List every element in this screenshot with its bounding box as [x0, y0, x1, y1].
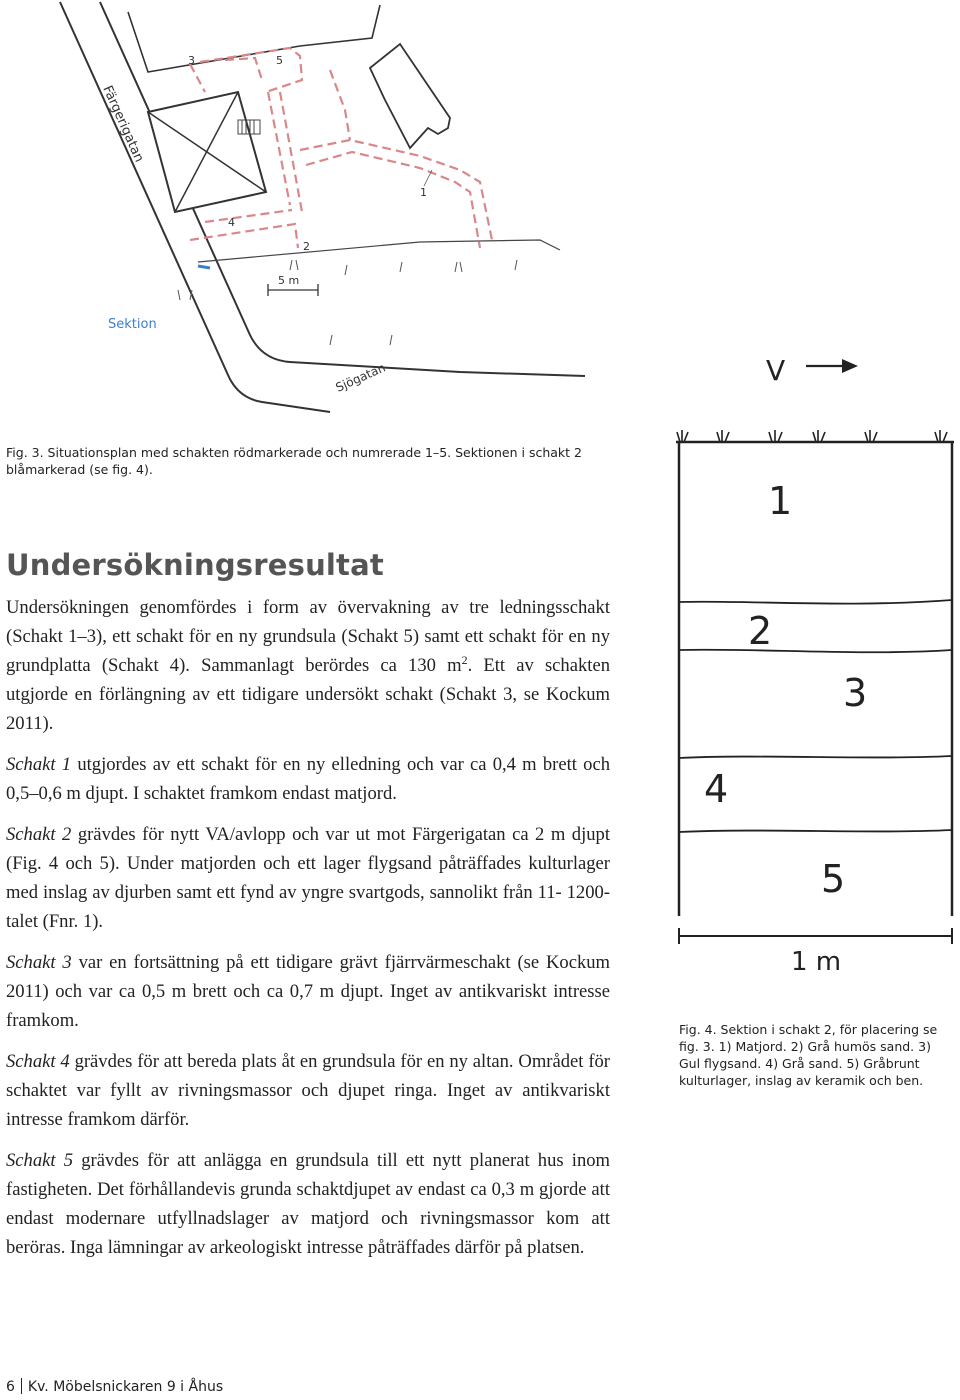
- paragraph-schakt-1: [6, 750, 610, 808]
- schakt-4-text: grävdes för att bereda plats åt en grundsula för en ny altan. Området för schaktet var fyllt av rivningsmassor och djupet ringa. Inget av antikvariskt intresse framkom därför.: [6, 1051, 610, 1130]
- layer-number-5: 5: [821, 857, 846, 901]
- body-text: [6, 593, 610, 1274]
- schakt-1-text: utgjordes av ett schakt för en ny elledning och var ca 0,4 m brett och 0,5–0,6 m djupt. I schaktet framkom endast matjord.: [6, 754, 611, 804]
- fig3-caption: Fig. 3. Situationsplan med schakten rödmarkerade och numrerade 1–5. Sektionen i schakt 2 blåmarkerad (se fig. 4).: [6, 445, 582, 477]
- page-number: 6: [6, 1379, 15, 1395]
- paragraph-schakt-3: [6, 948, 610, 1035]
- paragraph-intro-text: Undersökningen genomfördes i form av övervakning av tre ledningsschakt (Schakt 1–3), ett schakt för en ny grundsula (Schakt 5) samt ett schakt för en ny grundplatta (Schakt 4). Sammanlagt berördes ca 130 m: [6, 597, 610, 676]
- layer-number-3: 3: [843, 671, 868, 715]
- site-plan-figure: [0, 0, 960, 440]
- layer-number-1: 1: [768, 479, 793, 523]
- schakt-5-text: grävdes för att anlägga en grundsula till ett nytt planerat hus inom fastigheten. Det förhållandevis grunda schaktdjupet av endast ca 0,3 m gjorde att endast modernare utfyllnadslager av matjord och rivningsmassor kom att beröras. Inga lämningar av arkeologiskt intresse påträffades därför på platsen.: [6, 1150, 611, 1258]
- property-boundary-south: [198, 240, 560, 262]
- street-label-sjogatan: Sjögatan: [333, 360, 388, 395]
- schakt-1-label: Schakt 1: [6, 754, 72, 775]
- grass-marks: [178, 260, 517, 345]
- superscript-2: 2: [461, 652, 468, 667]
- schakt-5-label: Schakt 5: [6, 1150, 74, 1171]
- paragraph-schakt-5: [6, 1146, 610, 1262]
- schakt-2-label: Schakt 2: [6, 824, 72, 845]
- direction-arrow-icon: [806, 359, 858, 373]
- fig4-caption: Fig. 4. Sektion i schakt 2, för placering se fig. 3. 1) Matjord. 2) Grå humös sand. 3) Gul flygsand. 4) Grå sand. 5) Gråbrunt kulturlager, inslag av keramik och ben.: [679, 1022, 938, 1088]
- neighbour-building: [370, 44, 450, 148]
- shaft-number-2: 2: [303, 240, 310, 253]
- paragraph-intro: [6, 593, 610, 738]
- section-label: Sektion: [108, 317, 157, 332]
- footer-divider: [21, 1378, 22, 1394]
- scale-label-5m: 5 m: [278, 274, 300, 287]
- shaft-number-5: 5: [276, 54, 283, 67]
- schakt-3-label: Schakt 3: [6, 952, 72, 973]
- section-heading: Undersökningsresultat: [6, 548, 384, 582]
- street-label-fargerigatan: Färgerigatan: [99, 83, 147, 165]
- section-scale-label: 1 m: [791, 947, 842, 977]
- paragraph-intro-text-cont: . Ett av schakten utgjorde en förlängning av ett tidigare undersökt schakt (Schakt 3, se Kockum 2011).: [6, 655, 610, 734]
- layer-number-4: 4: [704, 767, 729, 811]
- section-scale-bar: [679, 928, 952, 944]
- page-footer: [6, 1378, 223, 1395]
- schakt-2-text: grävdes för nytt VA/avlopp och var ut mot Färgerigatan ca 2 m djupt (Fig. 4 och 5). Under matjorden och ett lager flygsand påträffades kulturlager med inslag av djurben samt ett fynd av yngre svartgods, sannolikt från 11- 1200-talet (Fnr. 1).: [6, 824, 610, 932]
- paragraph-schakt-2: [6, 820, 610, 936]
- direction-label-v: V: [766, 354, 786, 387]
- shaft-number-3: 3: [188, 54, 195, 67]
- section-figure: [668, 422, 960, 982]
- shaft-number-1: 1: [420, 186, 427, 199]
- footer-title: Kv. Möbelsnickaren 9 i Åhus: [27, 1379, 224, 1395]
- property-boundary: [128, 5, 380, 72]
- shaft-number-4: 4: [228, 216, 235, 229]
- layer-number-2: 2: [748, 609, 773, 653]
- building-footprint: [148, 92, 266, 212]
- schakt-4-label: Schakt 4: [6, 1051, 70, 1072]
- section-grass: [677, 430, 947, 442]
- section-marker: [198, 266, 210, 268]
- shaft-1-leader: [424, 170, 432, 186]
- paragraph-schakt-4: [6, 1047, 610, 1134]
- schakt-3-text: var en fortsättning på ett tidigare grävt fjärrvärmeschakt (se Kockum 2011) och var ca 0,5 m brett och ca 0,7 m djupt. Inget av antikvariskt intresse framkom.: [6, 952, 611, 1031]
